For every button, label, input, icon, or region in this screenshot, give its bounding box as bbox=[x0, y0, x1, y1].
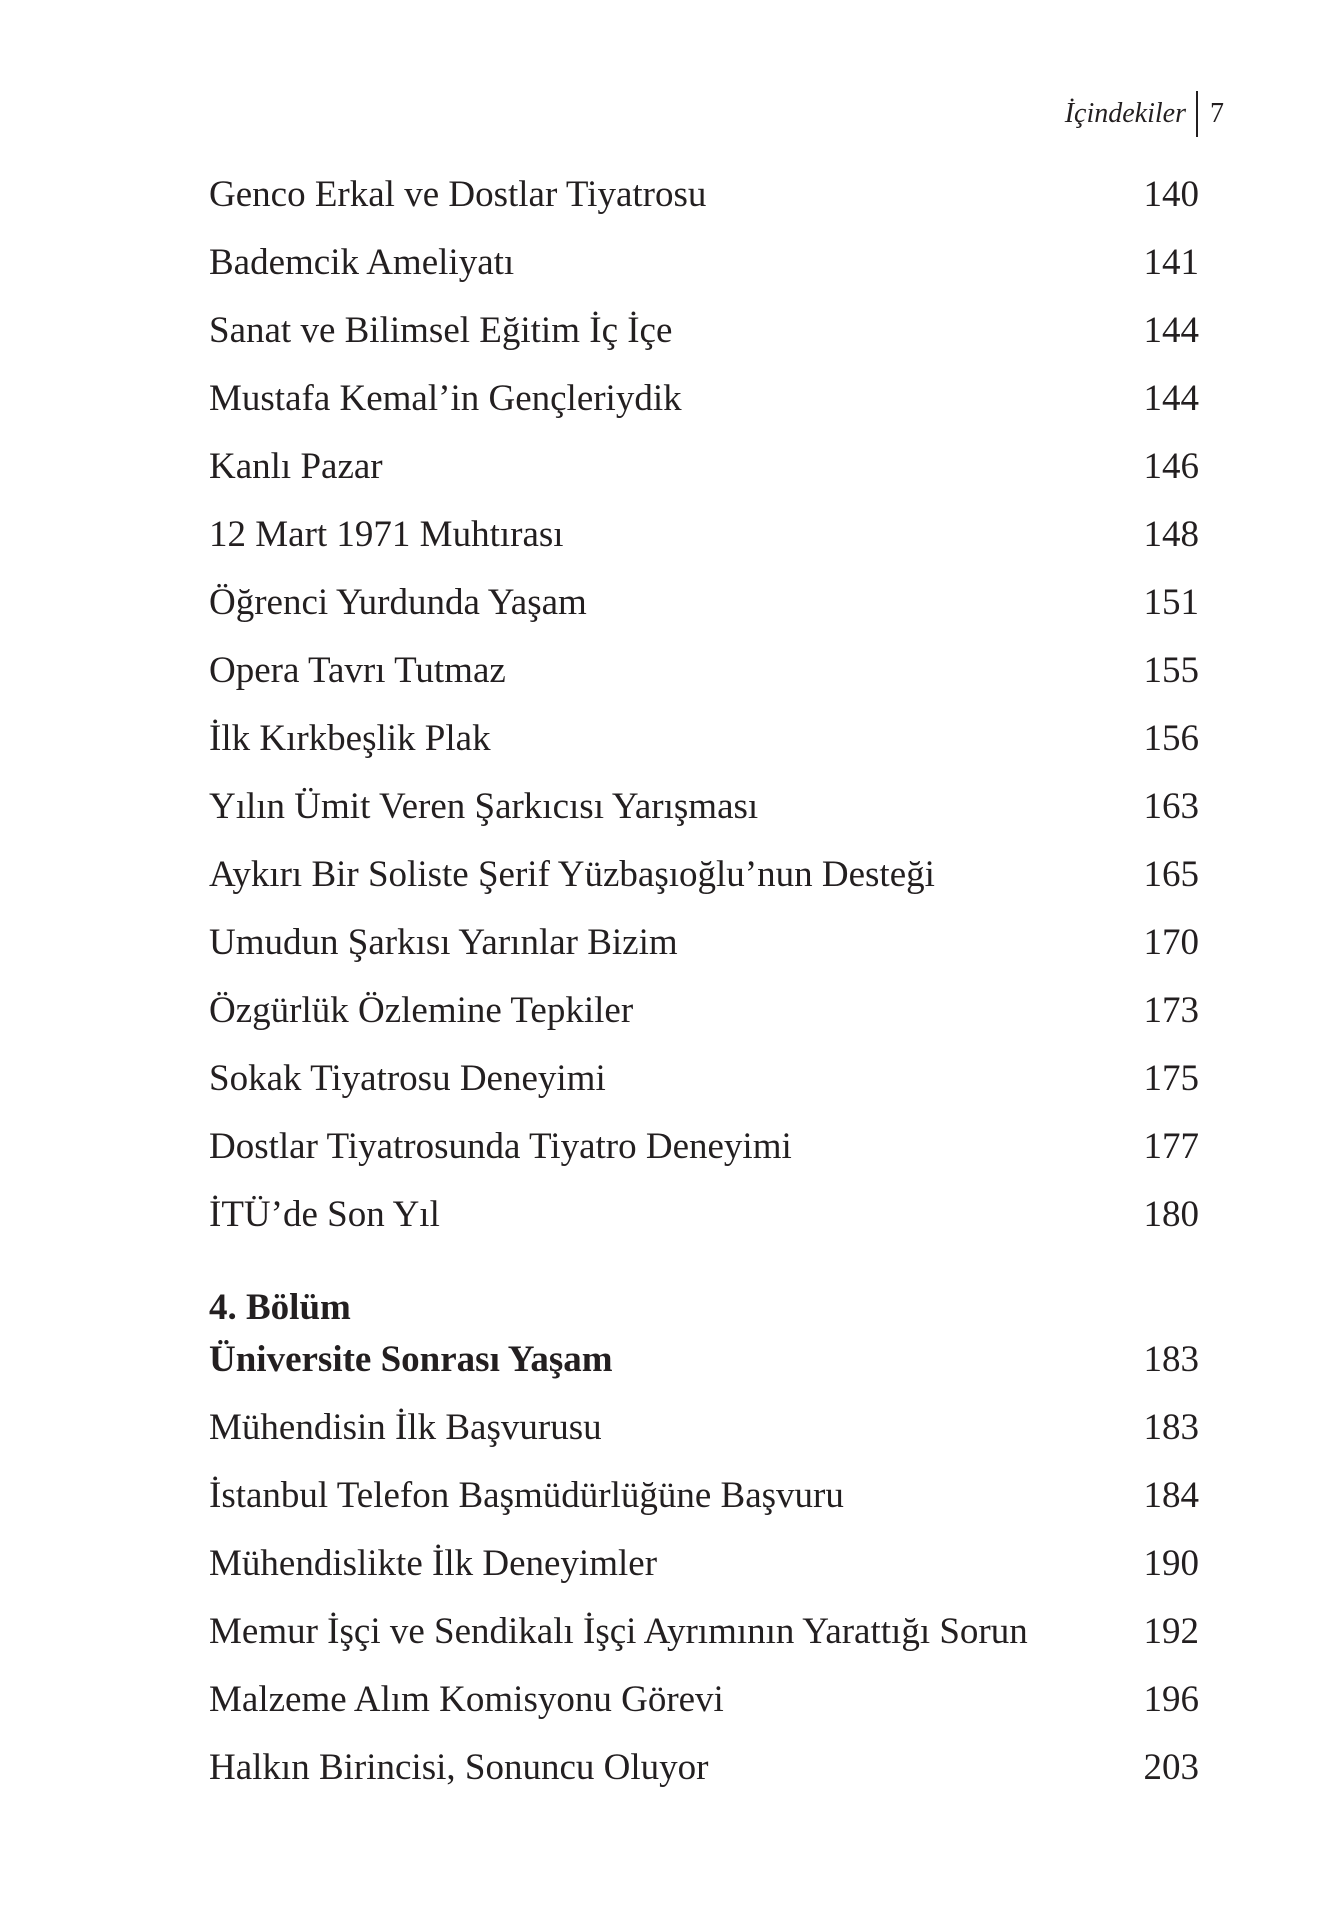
toc-entry bbox=[209, 1474, 1199, 1518]
toc-entry-page: 163 bbox=[1143, 786, 1199, 827]
toc-entry-title: Mustafa Kemal’in Gençleriydik bbox=[209, 378, 682, 419]
toc-entry-page: 165 bbox=[1143, 854, 1199, 895]
toc-entry bbox=[209, 921, 1199, 965]
toc-entry-title: Mühendislikte İlk Deneyimler bbox=[209, 1543, 658, 1584]
running-header bbox=[1065, 92, 1224, 136]
toc-entry-page: 148 bbox=[1143, 514, 1199, 555]
toc-entry bbox=[209, 649, 1199, 693]
toc-entry bbox=[209, 513, 1199, 557]
toc-entry bbox=[209, 1406, 1199, 1450]
toc-entry bbox=[209, 309, 1199, 353]
toc-entry-title: Opera Tavrı Tutmaz bbox=[209, 650, 506, 691]
toc-entry-title: Aykırı Bir Soliste Şerif Yüzbaşıoğlu’nun Desteği bbox=[209, 854, 935, 895]
chapter-title: Üniversite Sonrası Yaşam bbox=[209, 1339, 613, 1380]
toc-entry-page: 140 bbox=[1143, 174, 1199, 215]
toc-entry-title: Memur İşçi ve Sendikalı İşçi Ayrımının Yarattığı Sorun bbox=[209, 1611, 1028, 1652]
toc-entry-page: 177 bbox=[1143, 1126, 1199, 1167]
toc-entry-title: Mühendisin İlk Başvurusu bbox=[209, 1407, 602, 1448]
chapter-page: 183 bbox=[1143, 1339, 1199, 1380]
toc-entry bbox=[209, 173, 1199, 217]
toc-entry-page: 180 bbox=[1143, 1194, 1199, 1235]
toc-entry-page: 184 bbox=[1143, 1475, 1199, 1516]
toc-entry bbox=[209, 1057, 1199, 1101]
toc-entry-title: İstanbul Telefon Başmüdürlüğüne Başvuru bbox=[209, 1475, 844, 1516]
toc-entry-title: Umudun Şarkısı Yarınlar Bizim bbox=[209, 922, 678, 963]
toc-entry-page: 156 bbox=[1143, 718, 1199, 759]
toc-entry-title: Yılın Ümit Veren Şarkıcısı Yarışması bbox=[209, 786, 759, 827]
toc-entry bbox=[209, 581, 1199, 625]
toc-entry-page: 146 bbox=[1143, 446, 1199, 487]
toc-entry-page: 144 bbox=[1143, 310, 1199, 351]
toc-entry bbox=[209, 241, 1199, 285]
toc-entry bbox=[209, 989, 1199, 1033]
page-number: 7 bbox=[1210, 98, 1224, 129]
toc-entry-page: 170 bbox=[1143, 922, 1199, 963]
toc-entry-title: 12 Mart 1971 Muhtırası bbox=[209, 514, 564, 555]
toc-entry-page: 175 bbox=[1143, 1058, 1199, 1099]
toc-entry-title: Bademcik Ameliyatı bbox=[209, 242, 515, 283]
toc-entry bbox=[209, 1125, 1199, 1169]
toc-entry-title: İlk Kırkbeşlik Plak bbox=[209, 718, 491, 759]
toc-entry-title: Sanat ve Bilimsel Eğitim İç İçe bbox=[209, 310, 673, 351]
toc-entry-page: 196 bbox=[1143, 1679, 1199, 1720]
toc-entry-page: 151 bbox=[1143, 582, 1199, 623]
toc-entry bbox=[209, 785, 1199, 829]
toc-entry-title: Malzeme Alım Komisyonu Görevi bbox=[209, 1679, 724, 1720]
toc-entry-page: 183 bbox=[1143, 1407, 1199, 1448]
section-title: İçindekiler bbox=[1064, 98, 1186, 129]
toc-entry-title: İTÜ’de Son Yıl bbox=[209, 1194, 440, 1235]
toc-entry bbox=[209, 1193, 1199, 1237]
toc-entry bbox=[209, 717, 1199, 761]
toc-entry-page: 155 bbox=[1143, 650, 1199, 691]
toc-entry-title: Sokak Tiyatrosu Deneyimi bbox=[209, 1058, 606, 1099]
toc-entry bbox=[209, 445, 1199, 489]
toc-entry bbox=[209, 1542, 1199, 1586]
toc-entry-title: Kanlı Pazar bbox=[209, 446, 383, 487]
toc-entry-page: 173 bbox=[1143, 990, 1199, 1031]
chapter-heading bbox=[209, 1338, 1199, 1382]
toc-entry-title: Dostlar Tiyatrosunda Tiyatro Deneyimi bbox=[209, 1126, 792, 1167]
toc-entry bbox=[209, 377, 1199, 421]
toc-entry-title: Genco Erkal ve Dostlar Tiyatrosu bbox=[209, 174, 707, 215]
toc-entry-page: 144 bbox=[1143, 378, 1199, 419]
toc-entry-page: 141 bbox=[1143, 242, 1199, 283]
chapter-number: 4. Bölüm bbox=[209, 1287, 351, 1328]
toc-entry bbox=[209, 1746, 1199, 1790]
toc-entry bbox=[209, 1678, 1199, 1722]
toc-entry-page: 192 bbox=[1143, 1611, 1199, 1652]
toc-entry bbox=[209, 1610, 1199, 1654]
toc-entry-page: 190 bbox=[1143, 1543, 1199, 1584]
toc-entry bbox=[209, 853, 1199, 897]
toc-entry-title: Özgürlük Özlemine Tepkiler bbox=[209, 990, 634, 1031]
toc-entry-title: Halkın Birincisi, Sonuncu Oluyor bbox=[209, 1747, 709, 1788]
toc-entry-page: 203 bbox=[1143, 1747, 1199, 1788]
toc-entry-title: Öğrenci Yurdunda Yaşam bbox=[209, 582, 587, 623]
